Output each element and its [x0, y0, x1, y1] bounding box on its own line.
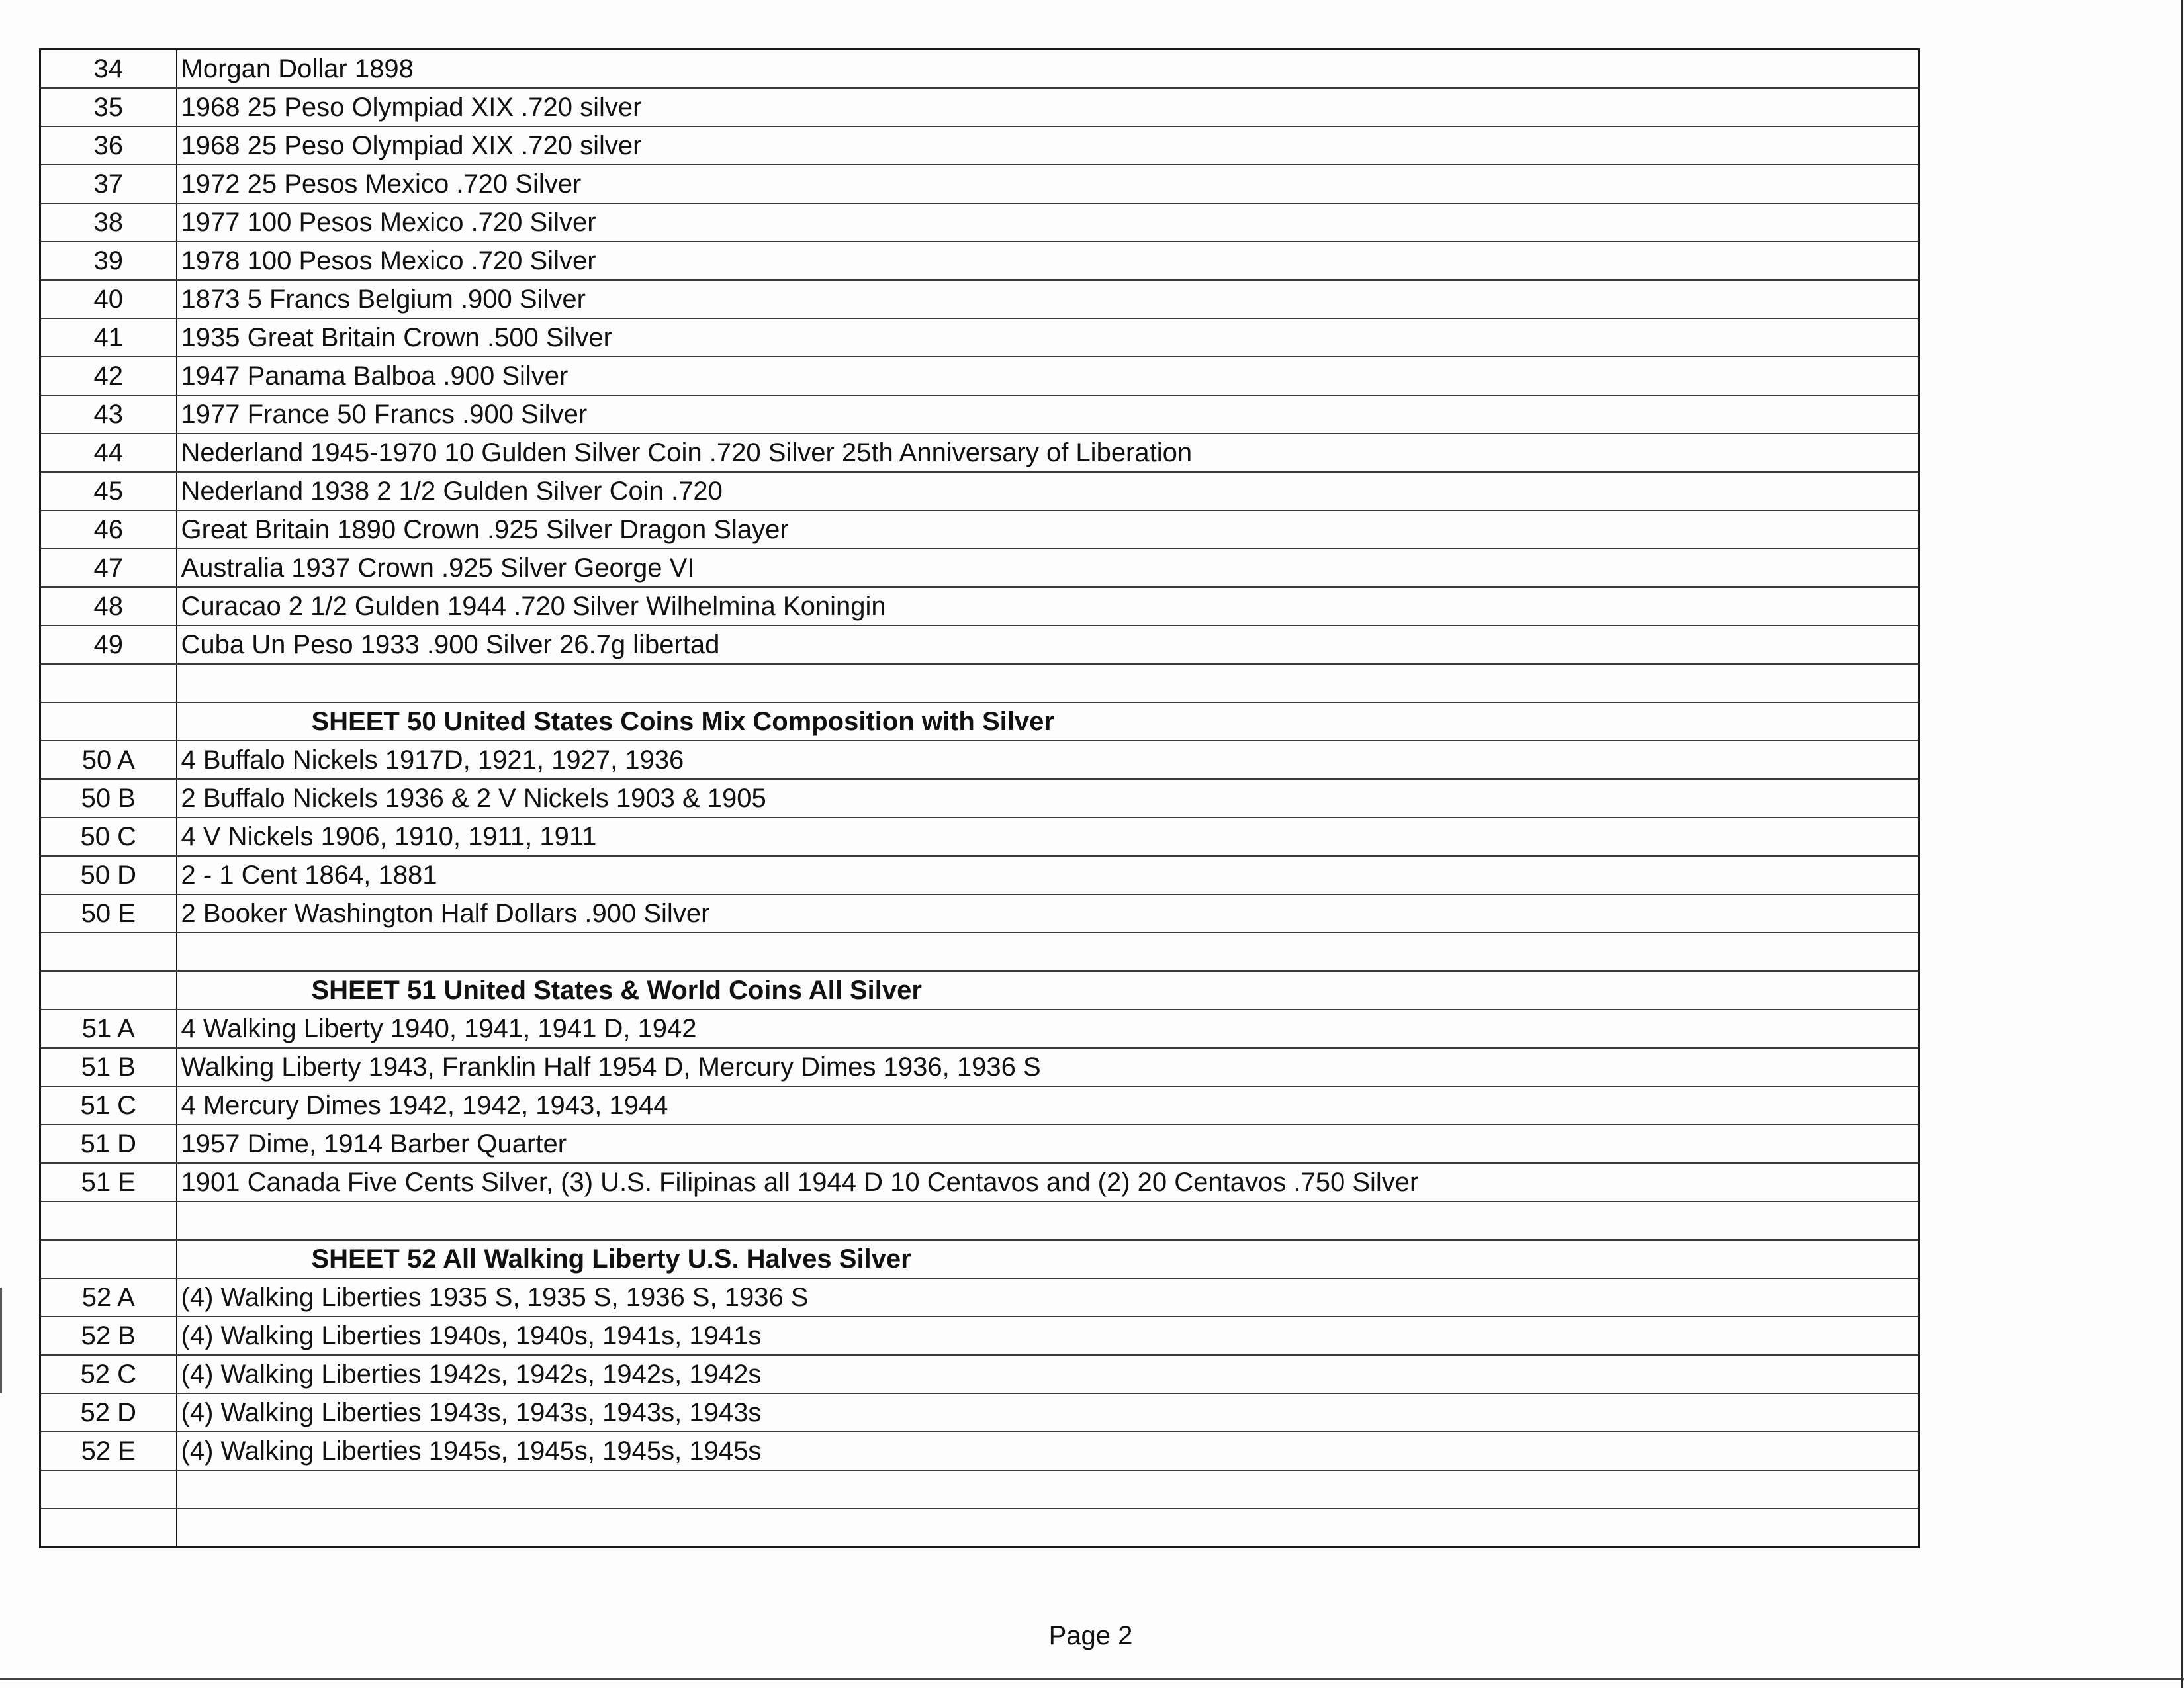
- lot-number-cell: 52 A: [40, 1278, 177, 1317]
- lot-number-cell: 52 B: [40, 1317, 177, 1355]
- lot-number-cell: 39: [40, 242, 177, 280]
- table-row: [40, 894, 1919, 933]
- description-cell: (4) Walking Liberties 1945s, 1945s, 1945s, 1945s: [177, 1432, 1919, 1470]
- lot-number-cell: 51 E: [40, 1163, 177, 1201]
- lot-number-cell: 51 D: [40, 1125, 177, 1163]
- lot-number-cell: [40, 1470, 177, 1509]
- table-row: [40, 510, 1919, 549]
- table-row: [40, 1355, 1919, 1393]
- table-row: [40, 1432, 1919, 1470]
- table-row: [40, 1278, 1919, 1317]
- table-row: [40, 856, 1919, 894]
- lot-number-cell: 50 D: [40, 856, 177, 894]
- description-cell: 1947 Panama Balboa .900 Silver: [177, 357, 1919, 395]
- lot-number-cell: [40, 664, 177, 702]
- lot-number-cell: 50 E: [40, 894, 177, 933]
- table-row: [40, 818, 1919, 856]
- lot-number-cell: 46: [40, 510, 177, 549]
- description-cell: [177, 933, 1919, 971]
- lot-number-cell: 50 B: [40, 779, 177, 818]
- lot-number-cell: 48: [40, 587, 177, 626]
- blank-row: [40, 1509, 1919, 1548]
- lot-number-cell: [40, 1201, 177, 1240]
- lot-number-cell: 43: [40, 395, 177, 434]
- lot-number-cell: 38: [40, 203, 177, 242]
- lot-number-cell: 40: [40, 280, 177, 318]
- table-row: [40, 50, 1919, 89]
- description-cell: (4) Walking Liberties 1940s, 1940s, 1941s, 1941s: [177, 1317, 1919, 1355]
- description-cell: [177, 1509, 1919, 1548]
- table-row: [40, 280, 1919, 318]
- lot-number-cell: 44: [40, 434, 177, 472]
- table-row: [40, 126, 1919, 165]
- lot-number-cell: [40, 1240, 177, 1278]
- sheet-title-cell: SHEET 52 All Walking Liberty U.S. Halves Silver: [177, 1240, 1919, 1278]
- description-cell: 1935 Great Britain Crown .500 Silver: [177, 318, 1919, 357]
- description-cell: (4) Walking Liberties 1942s, 1942s, 1942s, 1942s: [177, 1355, 1919, 1393]
- description-cell: Curacao 2 1/2 Gulden 1944 .720 Silver Wilhelmina Koningin: [177, 587, 1919, 626]
- description-cell: 1977 100 Pesos Mexico .720 Silver: [177, 203, 1919, 242]
- lot-number-cell: 52 E: [40, 1432, 177, 1470]
- table-row: [40, 779, 1919, 818]
- table-row: [40, 1393, 1919, 1432]
- description-cell: 1901 Canada Five Cents Silver, (3) U.S. Filipinas all 1944 D 10 Centavos and (2) 20 Centavos .750 Silver: [177, 1163, 1919, 1201]
- table-row: [40, 1125, 1919, 1163]
- scan-edge-mark-left: [0, 1288, 2, 1393]
- lot-number-cell: [40, 702, 177, 741]
- lot-number-cell: 35: [40, 88, 177, 126]
- description-cell: 4 Buffalo Nickels 1917D, 1921, 1927, 1936: [177, 741, 1919, 779]
- lot-number-cell: 49: [40, 626, 177, 664]
- description-cell: (4) Walking Liberties 1943s, 1943s, 1943s, 1943s: [177, 1393, 1919, 1432]
- table-row: [40, 587, 1919, 626]
- scan-edge-mark-right: [2181, 0, 2183, 1688]
- description-cell: 1873 5 Francs Belgium .900 Silver: [177, 280, 1919, 318]
- table-row: [40, 357, 1919, 395]
- table-row: [40, 318, 1919, 357]
- description-cell: Nederland 1938 2 1/2 Gulden Silver Coin .720: [177, 472, 1919, 510]
- lot-number-cell: [40, 1509, 177, 1548]
- description-cell: 4 Mercury Dimes 1942, 1942, 1943, 1944: [177, 1086, 1919, 1125]
- sheet-title-cell: SHEET 51 United States & World Coins All Silver: [177, 971, 1919, 1009]
- description-cell: Australia 1937 Crown .925 Silver George VI: [177, 549, 1919, 587]
- description-cell: 1957 Dime, 1914 Barber Quarter: [177, 1125, 1919, 1163]
- description-cell: 2 Booker Washington Half Dollars .900 Silver: [177, 894, 1919, 933]
- description-cell: 1968 25 Peso Olympiad XIX .720 silver: [177, 126, 1919, 165]
- description-cell: [177, 1201, 1919, 1240]
- table-row: [40, 1086, 1919, 1125]
- table-row: [40, 242, 1919, 280]
- blank-row: [40, 933, 1919, 971]
- lot-number-cell: 42: [40, 357, 177, 395]
- table-row: [40, 434, 1919, 472]
- table-row: [40, 165, 1919, 203]
- table-row: [40, 1163, 1919, 1201]
- lot-number-cell: 50 C: [40, 818, 177, 856]
- table-row: [40, 395, 1919, 434]
- lot-number-cell: [40, 933, 177, 971]
- table-row: [40, 1009, 1919, 1048]
- lot-number-cell: 47: [40, 549, 177, 587]
- blank-row: [40, 664, 1919, 702]
- section-header-row: [40, 702, 1919, 741]
- scan-edge-mark-bottom: [0, 1678, 2184, 1680]
- description-cell: 4 V Nickels 1906, 1910, 1911, 1911: [177, 818, 1919, 856]
- lot-number-cell: 52 D: [40, 1393, 177, 1432]
- description-cell: Cuba Un Peso 1933 .900 Silver 26.7g libertad: [177, 626, 1919, 664]
- description-cell: [177, 664, 1919, 702]
- lot-number-cell: 52 C: [40, 1355, 177, 1393]
- description-cell: 1968 25 Peso Olympiad XIX .720 silver: [177, 88, 1919, 126]
- description-cell: Nederland 1945-1970 10 Gulden Silver Coin .720 Silver 25th Anniversary of Liberation: [177, 434, 1919, 472]
- blank-row: [40, 1201, 1919, 1240]
- lot-number-cell: 37: [40, 165, 177, 203]
- description-cell: Great Britain 1890 Crown .925 Silver Dragon Slayer: [177, 510, 1919, 549]
- lot-number-cell: 51 A: [40, 1009, 177, 1048]
- table-row: [40, 203, 1919, 242]
- description-cell: (4) Walking Liberties 1935 S, 1935 S, 1936 S, 1936 S: [177, 1278, 1919, 1317]
- page-number: Page 2: [1048, 1621, 1133, 1650]
- lot-number-cell: [40, 971, 177, 1009]
- table-row: [40, 88, 1919, 126]
- description-cell: Morgan Dollar 1898: [177, 50, 1919, 89]
- section-header-row: [40, 1240, 1919, 1278]
- coin-inventory-table-body: [40, 50, 1919, 1548]
- lot-number-cell: 41: [40, 318, 177, 357]
- description-cell: 1972 25 Pesos Mexico .720 Silver: [177, 165, 1919, 203]
- description-cell: 1978 100 Pesos Mexico .720 Silver: [177, 242, 1919, 280]
- description-cell: 1977 France 50 Francs .900 Silver: [177, 395, 1919, 434]
- table-row: [40, 1048, 1919, 1086]
- description-cell: 2 - 1 Cent 1864, 1881: [177, 856, 1919, 894]
- section-header-row: [40, 971, 1919, 1009]
- table-row: [40, 626, 1919, 664]
- coin-inventory-table: [39, 48, 1920, 1548]
- sheet-title-cell: SHEET 50 United States Coins Mix Composition with Silver: [177, 702, 1919, 741]
- lot-number-cell: 51 B: [40, 1048, 177, 1086]
- table-row: [40, 1317, 1919, 1355]
- description-cell: 2 Buffalo Nickels 1936 & 2 V Nickels 1903 & 1905: [177, 779, 1919, 818]
- lot-number-cell: 51 C: [40, 1086, 177, 1125]
- blank-row: [40, 1470, 1919, 1509]
- lot-number-cell: 36: [40, 126, 177, 165]
- description-cell: 4 Walking Liberty 1940, 1941, 1941 D, 1942: [177, 1009, 1919, 1048]
- table-row: [40, 472, 1919, 510]
- table-row: [40, 741, 1919, 779]
- lot-number-cell: 34: [40, 50, 177, 89]
- description-cell: Walking Liberty 1943, Franklin Half 1954 D, Mercury Dimes 1936, 1936 S: [177, 1048, 1919, 1086]
- table-row: [40, 549, 1919, 587]
- lot-number-cell: 45: [40, 472, 177, 510]
- lot-number-cell: 50 A: [40, 741, 177, 779]
- description-cell: [177, 1470, 1919, 1509]
